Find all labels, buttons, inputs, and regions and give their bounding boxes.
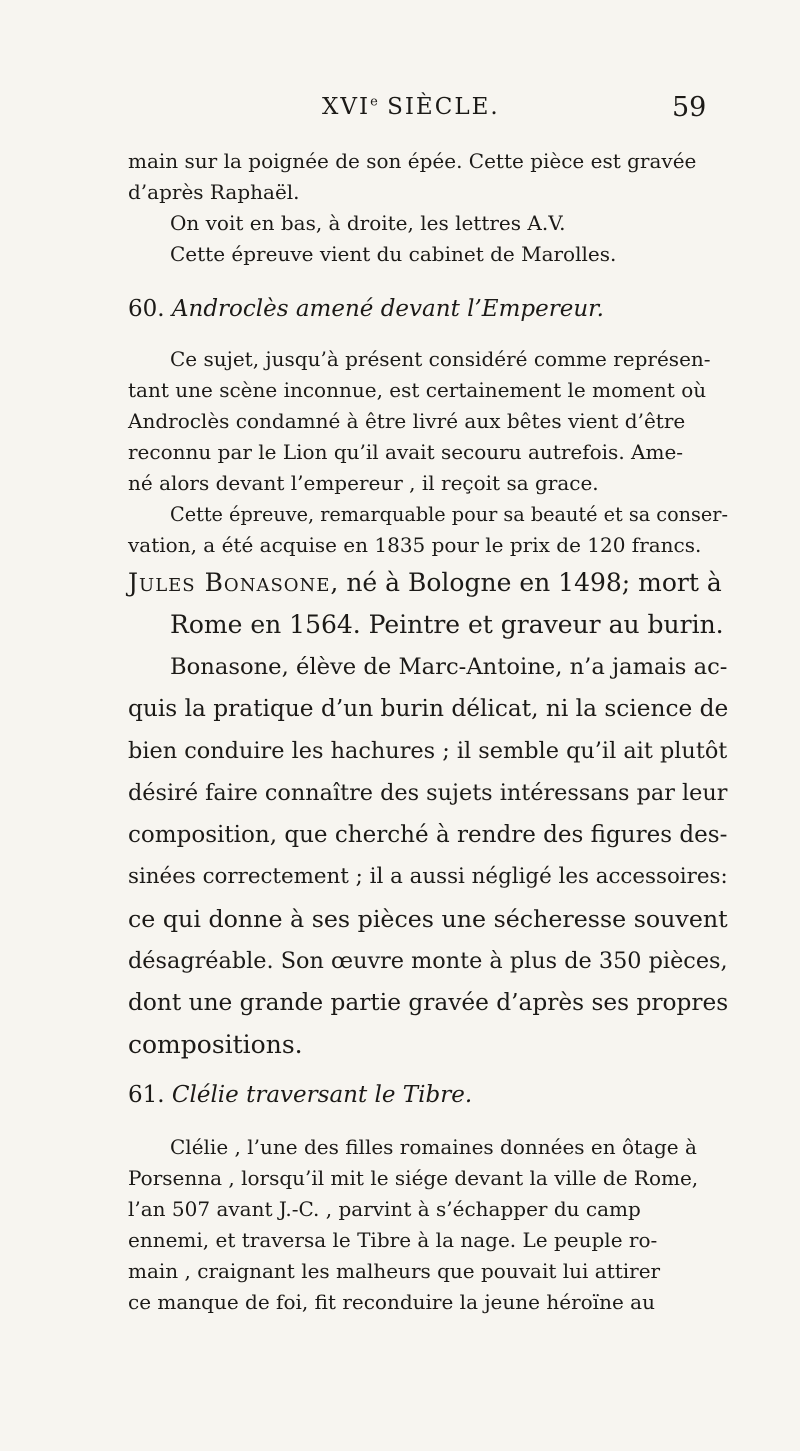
artist-biography	[128, 562, 728, 1066]
text-line: main , craignant les malheurs que pouvait lui attirer	[128, 1259, 661, 1283]
text-line: quis la pratique d’un burin délicat, ni la science de	[128, 695, 729, 722]
text-line: né alors devant l’empereur , il reçoit sa grace.	[128, 471, 599, 495]
text-line: vation, a été acquise en 1835 pour le prix de 120 francs.	[128, 533, 702, 557]
text-line: l’an 507 avant J.-C. , parvint à s’échapper du camp	[128, 1197, 641, 1221]
text-line: Cette épreuve, remarquable pour sa beauté et sa conser-	[170, 503, 728, 526]
text-line: On voit en bas, à droite, les lettres A.V.	[170, 211, 566, 235]
text-line: sinées correctement ; il a aussi négligé les accessoires:	[128, 864, 728, 889]
running-header	[0, 92, 800, 132]
page-number: 59	[672, 92, 707, 123]
text-line: tant une scène inconnue, est certainement le moment où	[128, 378, 707, 402]
text-line: ce qui donne à ses pièces une sécheresse souvent	[128, 905, 728, 933]
header-title: XVIe SIÈCLE.	[322, 94, 500, 120]
text-line: composition, que cherché à rendre des figures des-	[128, 822, 728, 848]
entry-title: Androclès amené devant l’Empereur.	[171, 296, 604, 322]
text-line: , né à Bologne en 1498; mort à	[330, 568, 722, 597]
text-line: Porsenna , lorsqu’il mit le siége devant la ville de Rome,	[128, 1166, 699, 1190]
text-line: ennemi, et traversa le Tibre à la nage. Le peuple ro-	[128, 1228, 658, 1252]
entry-number: 61.	[128, 1082, 165, 1108]
text-line: ce manque de foi, fit reconduire la jeune héroïne au	[128, 1290, 655, 1314]
artist-name: Jules Bonasone	[128, 568, 331, 597]
entry-heading-61	[128, 1078, 728, 1112]
text-line: main sur la poignée de son épée. Cette pièce est gravée	[128, 149, 697, 173]
text-line: bien conduire les hachures ; il semble qu’il ait plutôt	[128, 738, 728, 764]
text-line: reconnu par le Lion qu’il avait secouru autrefois. Ame-	[128, 440, 684, 464]
text-line: Ce sujet, jusqu’à présent considéré comme représen-	[170, 347, 711, 371]
text-line: dont une grande partie gravée d’après ses propres	[128, 989, 729, 1016]
text-line: désiré faire connaître des sujets intéressans par leur	[128, 780, 728, 806]
text-line: Androclès condamné à être livré aux bêtes vient d’être	[128, 409, 686, 433]
text-line: Cette épreuve vient du cabinet de Marolles.	[170, 242, 617, 266]
paragraph-continuation	[128, 146, 728, 270]
entry-61-description	[128, 1132, 728, 1318]
entry-60-description	[128, 344, 728, 561]
entry-title: Clélie traversant le Tibre.	[171, 1082, 473, 1108]
entry-number: 60.	[128, 296, 165, 322]
text-line: Bonasone, élève de Marc-Antoine, n’a jamais ac-	[170, 654, 728, 680]
entry-heading-60	[128, 292, 728, 326]
text-line: d’après Raphaël.	[128, 180, 300, 204]
text-line: Rome en 1564. Peintre et graveur au burin.	[170, 610, 724, 639]
text-line: compositions.	[128, 1030, 303, 1059]
text-line: désagréable. Son œuvre monte à plus de 350 pièces,	[128, 948, 728, 974]
text-line: Clélie , l’une des filles romaines données en ôtage à	[170, 1135, 697, 1159]
